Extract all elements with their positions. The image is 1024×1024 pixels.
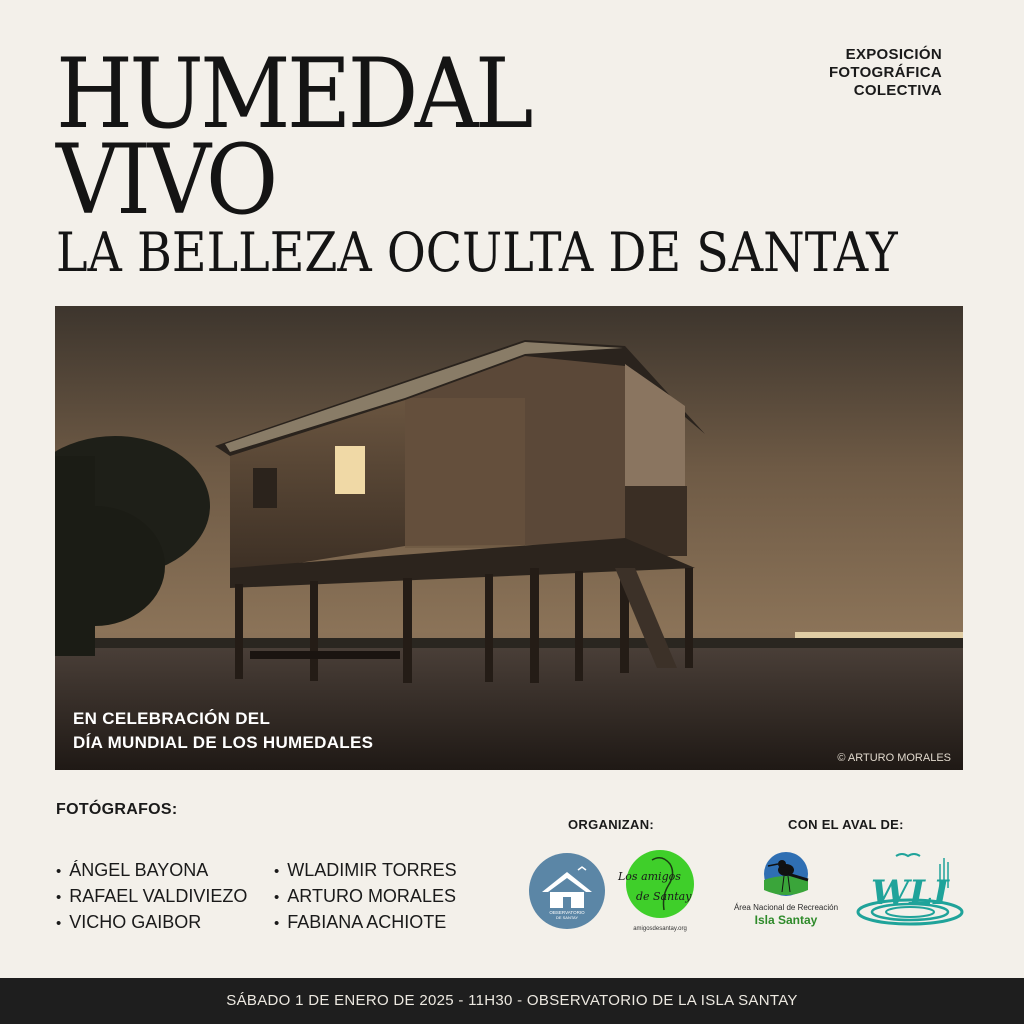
photographers-column-2 — [274, 858, 457, 936]
photo-illustration — [55, 306, 963, 770]
santay-line-2: Isla Santay — [754, 913, 818, 927]
exposition-line-2: FOTOGRÁFICA — [828, 64, 942, 81]
photographers-heading: FOTÓGRAFOS: — [56, 801, 178, 818]
photographer-name: • FABIANA ACHIOTE — [274, 910, 457, 936]
isla-santay-logo — [730, 848, 848, 932]
amigos-line-2: de Santay — [636, 890, 692, 903]
amigos-de-santay-logo — [614, 846, 698, 934]
amigos-line-1: Los amigos — [618, 870, 681, 883]
exposition-label — [829, 46, 942, 100]
title-line-2: VIVO — [56, 124, 275, 236]
observatorio-logo — [528, 852, 606, 930]
photographer-name: • VICHO GAIBOR — [56, 910, 247, 936]
photographer-name: • RAFAEL VALDIVIEZO — [56, 884, 247, 910]
exposition-line-3: COLECTIVA — [853, 82, 942, 99]
title-line-1: HUMEDAL — [56, 38, 530, 150]
exposition-line-1: EXPOSICIÓN — [845, 46, 942, 63]
amigos-url: amigosdesantay.org — [633, 926, 687, 932]
photo-credit: © ARTURO MORALES — [837, 752, 951, 764]
stilt-house-photo — [55, 306, 963, 770]
event-details-footer: SÁBADO 1 DE ENERO DE 2025 - 11H30 - OBSERVATORIO DE LA ISLA SANTAY — [0, 978, 1024, 1024]
caption-line-2: DÍA MUNDIAL DE LOS HUMEDALES — [73, 733, 374, 753]
caption-line-1: EN CELEBRACIÓN DEL — [73, 708, 271, 728]
photographer-name: • ÁNGEL BAYONA — [56, 858, 247, 884]
celebration-caption — [73, 707, 373, 756]
endorsement-heading: CON EL AVAL DE: — [788, 817, 904, 832]
wli-text: WLI — [871, 873, 949, 913]
photographers-column-1 — [56, 858, 247, 936]
wli-logo — [852, 850, 968, 930]
photographer-name: • ARTURO MORALES — [274, 884, 457, 910]
organizers-heading: ORGANIZAN: — [568, 817, 655, 832]
santay-line-1: Área Nacional de Recreación — [733, 903, 839, 912]
observatorio-text-2: DE SANTAY — [555, 915, 579, 920]
photographer-name: • WLADIMIR TORRES — [274, 858, 457, 884]
subtitle: LA BELLEZA OCULTA DE SANTAY — [56, 221, 898, 284]
observatorio-text-1: OBSERVATORIO — [549, 910, 585, 915]
